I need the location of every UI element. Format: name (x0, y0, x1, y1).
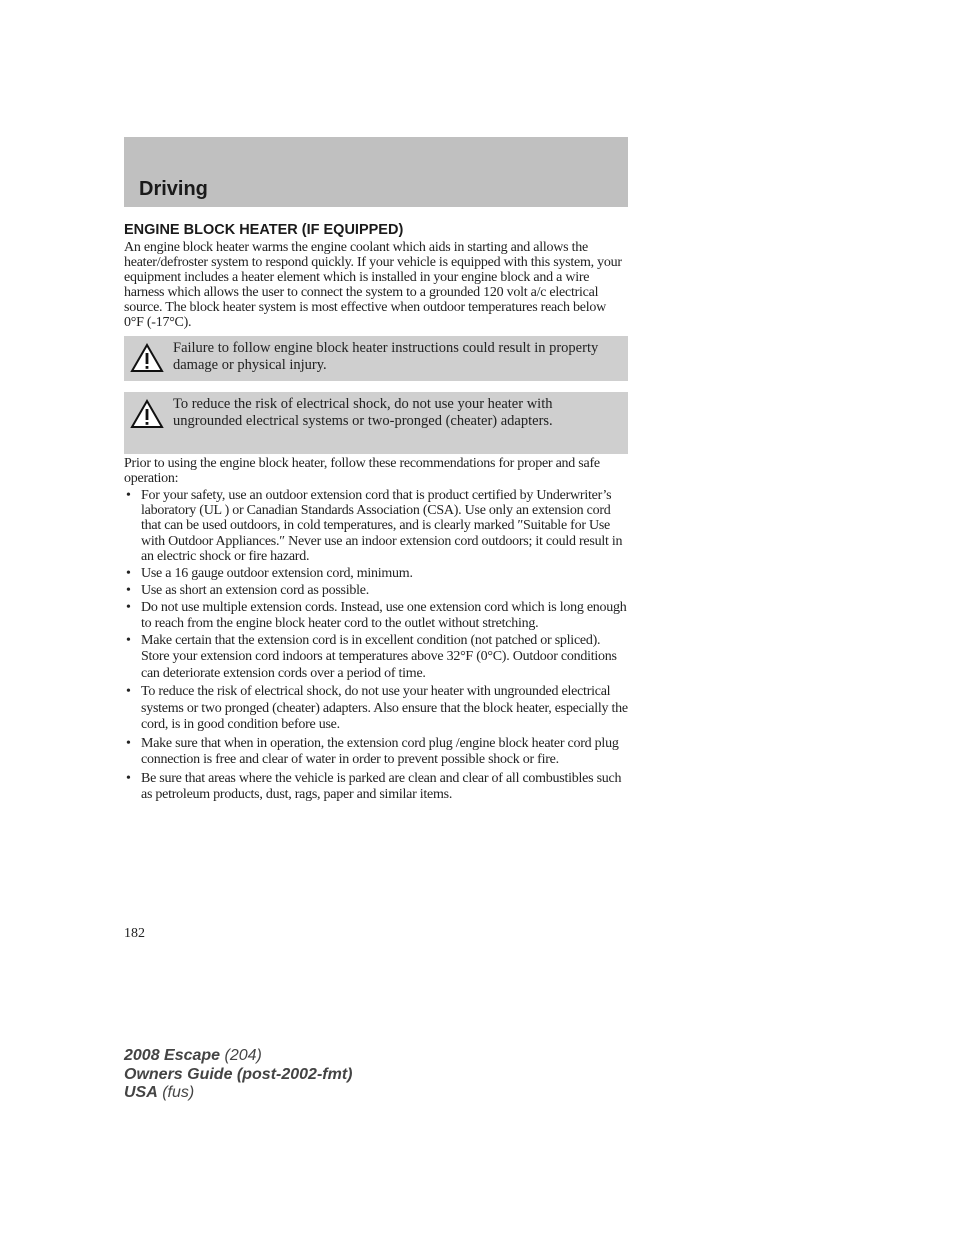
section-title: Driving (139, 178, 208, 200)
bullet-icon: • (126, 632, 131, 648)
section-heading: ENGINE BLOCK HEATER (IF EQUIPPED) (124, 222, 404, 238)
footer-model: 2008 Escape (124, 1047, 221, 1064)
list-item-text: Use as short an extension cord as possible. (141, 583, 369, 599)
footer-line-market (124, 1084, 352, 1103)
bullet-icon: • (126, 566, 131, 582)
list-item-text: Make sure that when in operation, the extension cord plug /engine block heater cord plug connection is free and clear of water in order to prevent possible shock or fire. (141, 735, 619, 768)
footer-market-code: (fus) (157, 1084, 195, 1101)
list-item (124, 633, 628, 683)
warning-text-1: Failure to follow engine block heater instructions could result in property damage or physical injury. (173, 340, 599, 373)
warning-box-1 (124, 336, 628, 381)
warning-triangle-icon (130, 399, 164, 429)
list-item (124, 488, 628, 564)
list-item (124, 736, 628, 769)
list-item-text: For your safety, use an outdoor extension cord that is product certified by Underwriter’s laboratory (UL ) or Canadian Standards Association (CSA). Use only an extension cord that can be used outdoors, in cold temperatures, and is clearly marked ″Suitable for Use with Outdoor Appliances.″ Never use an indoor extension cord outdoors; it could result in an electric shock or fire hazard. (141, 488, 623, 564)
list-item (124, 566, 628, 581)
warning-box-2 (124, 392, 628, 454)
bullet-icon: • (126, 600, 131, 616)
bullet-icon: • (126, 770, 131, 786)
warning-triangle-icon (130, 343, 164, 373)
document-footer (124, 1047, 352, 1103)
bullet-icon: • (126, 735, 131, 751)
bullet-icon: • (126, 684, 131, 700)
intro-paragraph: An engine block heater warms the engine coolant which aids in starting and allows the heater/defroster system to respond quickly. If your vehicle is equipped with this system, your equipment includes a heater element which is installed in your engine block and a wire harness which allows the user to connect the system to a grounded 120 volt a/c electrical source. The block heater system is most effective when outdoor temperatures reach below 0°F (-17°C). (124, 240, 622, 330)
footer-guide-name: Owners Guide (post-2002-fmt) (124, 1065, 353, 1083)
list-item (124, 684, 628, 734)
list-item-text: Be sure that areas where the vehicle is parked are clean and clear of all combustibles such as petroleum products, dust, rags, paper and similar items. (141, 770, 622, 803)
list-item-text: To reduce the risk of electrical shock, do not use your heater with ungrounded electrical systems or two pronged (cheater) adapters. Also ensure that the block heater, especially the cord, is in good condition before use. (141, 684, 628, 733)
list-item-text: Make certain that the extension cord is in excellent condition (not patched or spliced). Store your extension cord indoors at temperatures above 32°F (0°C). Outdoor conditions can deteriorate extension cords over a period of time. (141, 632, 617, 681)
section-header-band (124, 137, 628, 207)
recommendations-list (124, 488, 628, 804)
bullet-icon: • (126, 488, 131, 503)
bullet-icon: • (126, 583, 131, 599)
warning-text-2: To reduce the risk of electrical shock, do not use your heater with ungrounded electrical systems or two-pronged (cheater) adapters. (173, 396, 553, 429)
footer-market: USA (124, 1084, 158, 1101)
page-content (124, 222, 628, 806)
footer-model-code: (204) (220, 1047, 262, 1064)
list-item (124, 583, 628, 598)
footer-line-model (124, 1047, 352, 1066)
list-item-text: Do not use multiple extension cords. Instead, use one extension cord which is long enough to reach from the engine block heater cord to the outlet without stretching. (141, 600, 627, 631)
footer-line-guide (124, 1066, 352, 1085)
list-item (124, 771, 628, 804)
list-item (124, 600, 628, 630)
list-item-text: Use a 16 gauge outdoor extension cord, minimum. (141, 566, 413, 582)
recommendations-intro: Prior to using the engine block heater, follow these recommendations for proper and safe operation: (124, 456, 600, 486)
page-number: 182 (124, 926, 145, 941)
